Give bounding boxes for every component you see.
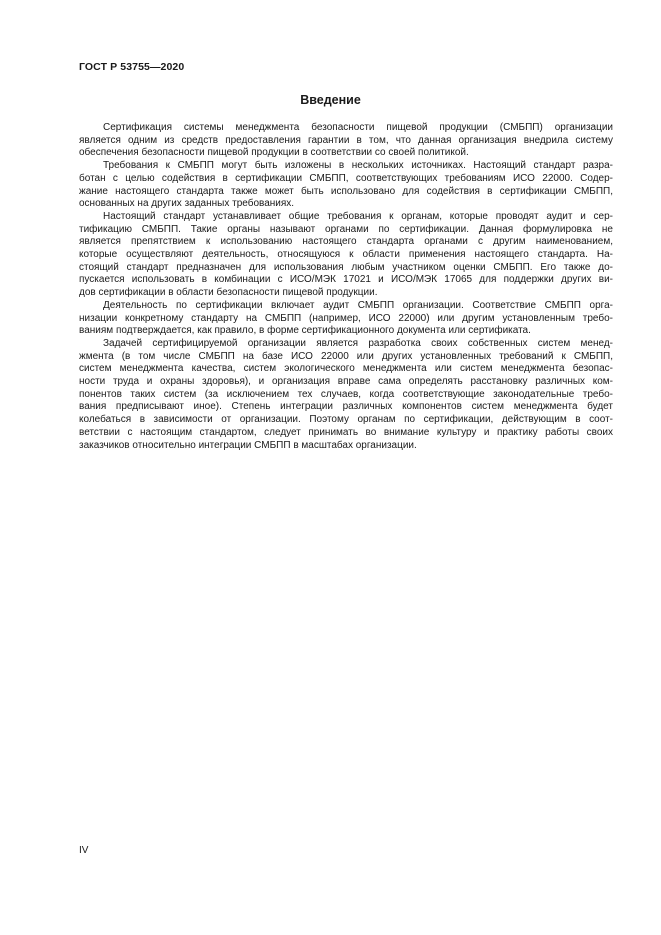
paragraph-line: ности труда и охраны здоровья), и организация вправе сама определять расстановку различных ком-	[79, 376, 613, 388]
paragraph-line: Задачей сертифицируемой организации является разработка своих собственных систем менед-	[103, 337, 613, 349]
paragraph-line: жание настоящего стандарта также может быть использовано для содействия в сертификации СМБПП,	[79, 185, 613, 197]
paragraph-line: Настоящий стандарт устанавливает общие требования к органам, которые проводят аудит и сер-	[103, 210, 613, 222]
paragraph-line: колебаться в зависимости от организации. Поэтому органам по сертификации, действующим в соот-	[79, 414, 613, 426]
page-number: IV	[79, 845, 89, 856]
paragraph	[79, 300, 613, 338]
paragraph-line: Деятельность по сертификации включает аудит СМБПП организации. Соответствие СМБПП орга-	[103, 299, 613, 311]
body-text	[79, 122, 613, 452]
document-header	[79, 61, 184, 73]
paragraph-line: тификацию СМБПП. Такие органы называют органами по сертификации. Данная формулировка не	[79, 223, 613, 235]
paragraph	[79, 338, 613, 452]
standard-id: ГОСТ Р 53755—2020	[79, 61, 185, 73]
paragraph-line: заказчиков относительно интеграции СМБПП в масштабах организации.	[79, 439, 417, 451]
paragraph-line: ботан с целью содействия в сертификации СМБПП, соответствующих требованиям ИСО 22000. Содер-	[79, 172, 613, 184]
paragraph-line: стоящий стандарт предназначен для использования любым участником оценки СМБПП. Его также до-	[79, 261, 613, 273]
paragraph-line: является препятствием к использованию настоящего стандарта органами с другим наименованием,	[79, 236, 613, 248]
paragraph-line: вания предписывают иное). Степень интеграции различных компонентов систем менеджмента будет	[79, 401, 613, 413]
paragraph	[79, 160, 613, 211]
paragraph-line: понентов таких систем (за исключением тех случаев, когда соответствующие законодательные требо-	[79, 388, 613, 400]
paragraph-line: дов сертификации в области безопасности пищевой продукции.	[79, 287, 378, 299]
paragraph-line: пускается использовать в комбинации с ИСО/МЭК 17021 и ИСО/МЭК 17065 для поддержки других ви-	[79, 274, 613, 286]
paragraph-line: жмента (в том числе СМБПП на базе ИСО 22000 или других установленных требований к СМБПП,	[79, 350, 613, 362]
paragraph-line: систем менеджмента качества, систем экологического менеджмента или систем менеджмента безопас-	[79, 363, 613, 375]
paragraph	[79, 211, 613, 300]
paragraph-line: обеспечения безопасности пищевой продукции в соответствии со своей политикой.	[79, 147, 469, 159]
section-title: Введение	[300, 93, 361, 107]
paragraph-line: низации конкретному стандарту на СМБПП (например, ИСО 22000) или другим установленным требо-	[79, 312, 613, 324]
paragraph-line: Сертификация системы менеджмента безопасности пищевой продукции (СМБПП) организации	[103, 122, 613, 133]
paragraph	[79, 122, 613, 160]
paragraph-line: ваниям подтверждается, как правило, в форме сертификационного документа или сертификата.	[79, 325, 531, 337]
paragraph-line: является одним из средств предоставления гарантии в том, что данная организация внедрила систему	[79, 134, 613, 146]
paragraph-line: ветствии с настоящим стандартом, следует принимать во внимание культуру и практику работы своих	[79, 426, 613, 438]
paragraph-line: которые осуществляют деятельность, относящуюся к области применения настоящего стандарта. На-	[79, 249, 613, 261]
paragraph-line: Требования к СМБПП могут быть изложены в нескольких источниках. Настоящий стандарт разра-	[103, 160, 613, 172]
paragraph-line: основанных на других заданных требованиях.	[79, 198, 295, 210]
